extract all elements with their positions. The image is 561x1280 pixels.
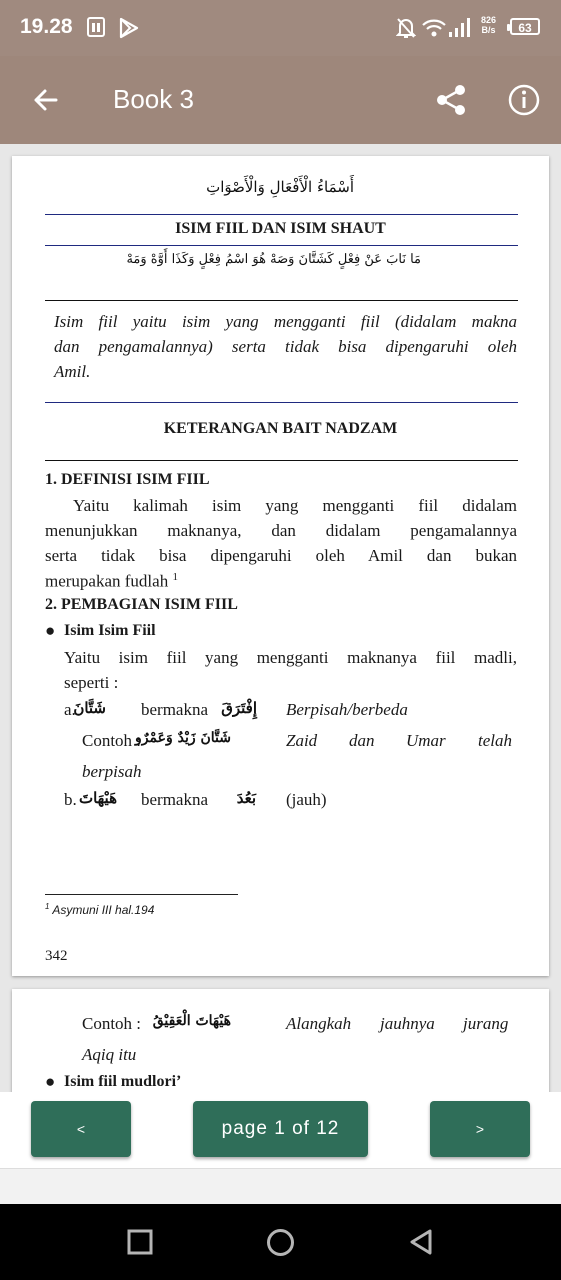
play-protect-icon xyxy=(118,17,140,44)
example-word: Alangkah xyxy=(286,1014,352,1033)
arabic-verse: مَا نَابَ عَنْ فِعْلٍ كَشَتَّانَ وَصَهْ هُوَ اسْمُ فِعْلٍ وَكَذَا أَوَّهْ وَمَهْ xyxy=(126,252,421,267)
example-word: jauhnya xyxy=(380,1014,435,1033)
divider xyxy=(45,214,518,215)
example-word: Zaid xyxy=(286,731,318,750)
mute-bell-icon xyxy=(396,17,416,44)
page-navigation-bar xyxy=(0,1092,561,1168)
page-number: 342 xyxy=(45,948,68,964)
recent-apps-icon[interactable] xyxy=(127,1229,153,1260)
intro-line: dan pengamalannya) serta tidak bisa dipengaruhi oleh xyxy=(54,337,517,356)
definition-line: Yaitu kalimah isim yang mengganti fiil didalam xyxy=(73,496,517,515)
share-icon[interactable] xyxy=(434,83,468,117)
intro-line: Amil. xyxy=(54,362,91,381)
item-b-label: b. xyxy=(64,790,77,809)
item-a-meaning: Berpisah/berbeda xyxy=(286,700,408,719)
example-label: Contoh : xyxy=(82,1014,142,1033)
prev-page-button[interactable] xyxy=(31,1101,131,1157)
item-b-arabic: هَيْهَاتَ xyxy=(78,789,117,807)
item-a-label: a. xyxy=(64,700,76,719)
example-word: berpisah xyxy=(82,762,142,781)
example-label: Contoh : xyxy=(82,731,142,750)
footnote xyxy=(45,902,154,917)
example-word: telah xyxy=(478,731,512,750)
status-time: 19.28 xyxy=(20,15,73,38)
definition-title: 1. DEFINISI ISIM FIIL xyxy=(45,471,210,488)
next-page-button[interactable] xyxy=(430,1101,530,1157)
wifi-icon xyxy=(421,17,447,44)
prev-page-label: < xyxy=(76,1121,86,1137)
section-title: KETERANGAN BAIT NADZAM xyxy=(163,420,398,437)
definition-last: merupakan fudlah xyxy=(45,571,169,591)
pdf-page xyxy=(12,156,549,976)
bullet-title: Isim Isim Fiil xyxy=(64,622,156,639)
definition-line xyxy=(45,571,178,592)
bullet-desc: Yaitu isim fiil yang mengganti maknanya fiil madli, xyxy=(64,648,517,667)
pdf-page xyxy=(12,989,549,1092)
example-arabic: شَتَّانَ زَيْدٌ وَعَمْرٌو xyxy=(135,730,231,746)
bullet-desc: seperti : xyxy=(64,673,119,692)
divider xyxy=(45,245,518,246)
status-bar xyxy=(0,0,561,56)
divider xyxy=(45,402,518,403)
battery-indicator: 63 xyxy=(510,18,540,35)
example-word: Aqiq itu xyxy=(82,1045,137,1064)
footnote-divider xyxy=(45,894,238,895)
bullet-dot: ● xyxy=(45,621,56,640)
example-arabic: هَيْهَاتَ الْعَقِيْقُ xyxy=(152,1013,231,1029)
chapter-heading: ISIM FIIL DAN ISIM SHAUT xyxy=(175,220,386,237)
divider xyxy=(45,460,518,461)
bermakna-label: bermakna xyxy=(141,790,209,809)
footnote-number: 1 xyxy=(45,902,50,911)
footnote-reference: 1 xyxy=(172,571,178,583)
network-speed-unit: B/s xyxy=(481,25,496,35)
example-word: dan xyxy=(349,731,375,750)
system-navigation-bar xyxy=(0,1204,561,1280)
signal-icon xyxy=(448,17,472,44)
divider xyxy=(45,300,518,301)
item-b-meaning: (jauh) xyxy=(286,790,327,809)
arabic-chapter-title: أَسْمَاءُ الْأَفْعَالِ وَالْأَصْوَاتِ xyxy=(206,178,354,196)
bullet-dot: ● xyxy=(45,1072,56,1091)
bottom-spacer xyxy=(0,1168,561,1205)
bullet-title: Isim fiil mudlori’ xyxy=(64,1073,182,1090)
footnote-text: Asymuni III hal.194 xyxy=(52,903,155,917)
pdf-viewer[interactable] xyxy=(0,144,561,1092)
network-speed xyxy=(481,15,496,35)
app-bar xyxy=(0,56,561,144)
back-triangle-icon[interactable] xyxy=(408,1228,434,1261)
network-speed-value: 826 xyxy=(481,15,497,25)
item-a-arabic: شَتَّانَ xyxy=(73,699,106,717)
example-word: Umar xyxy=(406,731,446,750)
sim-card-icon xyxy=(87,17,105,42)
bermakna-label: bermakna xyxy=(141,700,209,719)
info-icon[interactable] xyxy=(507,83,541,117)
page-indicator-button[interactable] xyxy=(193,1101,368,1157)
intro-line: Isim fiil yaitu isim yang mengganti fiil (didalam makna xyxy=(54,312,517,331)
next-page-label: > xyxy=(475,1121,485,1137)
home-icon[interactable] xyxy=(266,1228,295,1262)
definition-line: serta tidak bisa dipengaruhi oleh Amil dan bukan xyxy=(45,546,517,565)
division-title: 2. PEMBAGIAN ISIM FIIL xyxy=(45,596,238,613)
definition-line: menunjukkan maknanya, dan didalam pengamalannya xyxy=(45,521,517,540)
app-title: Book 3 xyxy=(113,84,194,114)
example-word: jurang xyxy=(463,1014,509,1033)
item-b-meaning-arabic: بَعُدَ xyxy=(236,789,256,807)
page-indicator-label: page 1 of 12 xyxy=(221,1118,340,1139)
item-a-meaning-arabic: إِفْتَرَقَ xyxy=(221,699,257,717)
back-arrow-icon[interactable] xyxy=(28,82,64,118)
